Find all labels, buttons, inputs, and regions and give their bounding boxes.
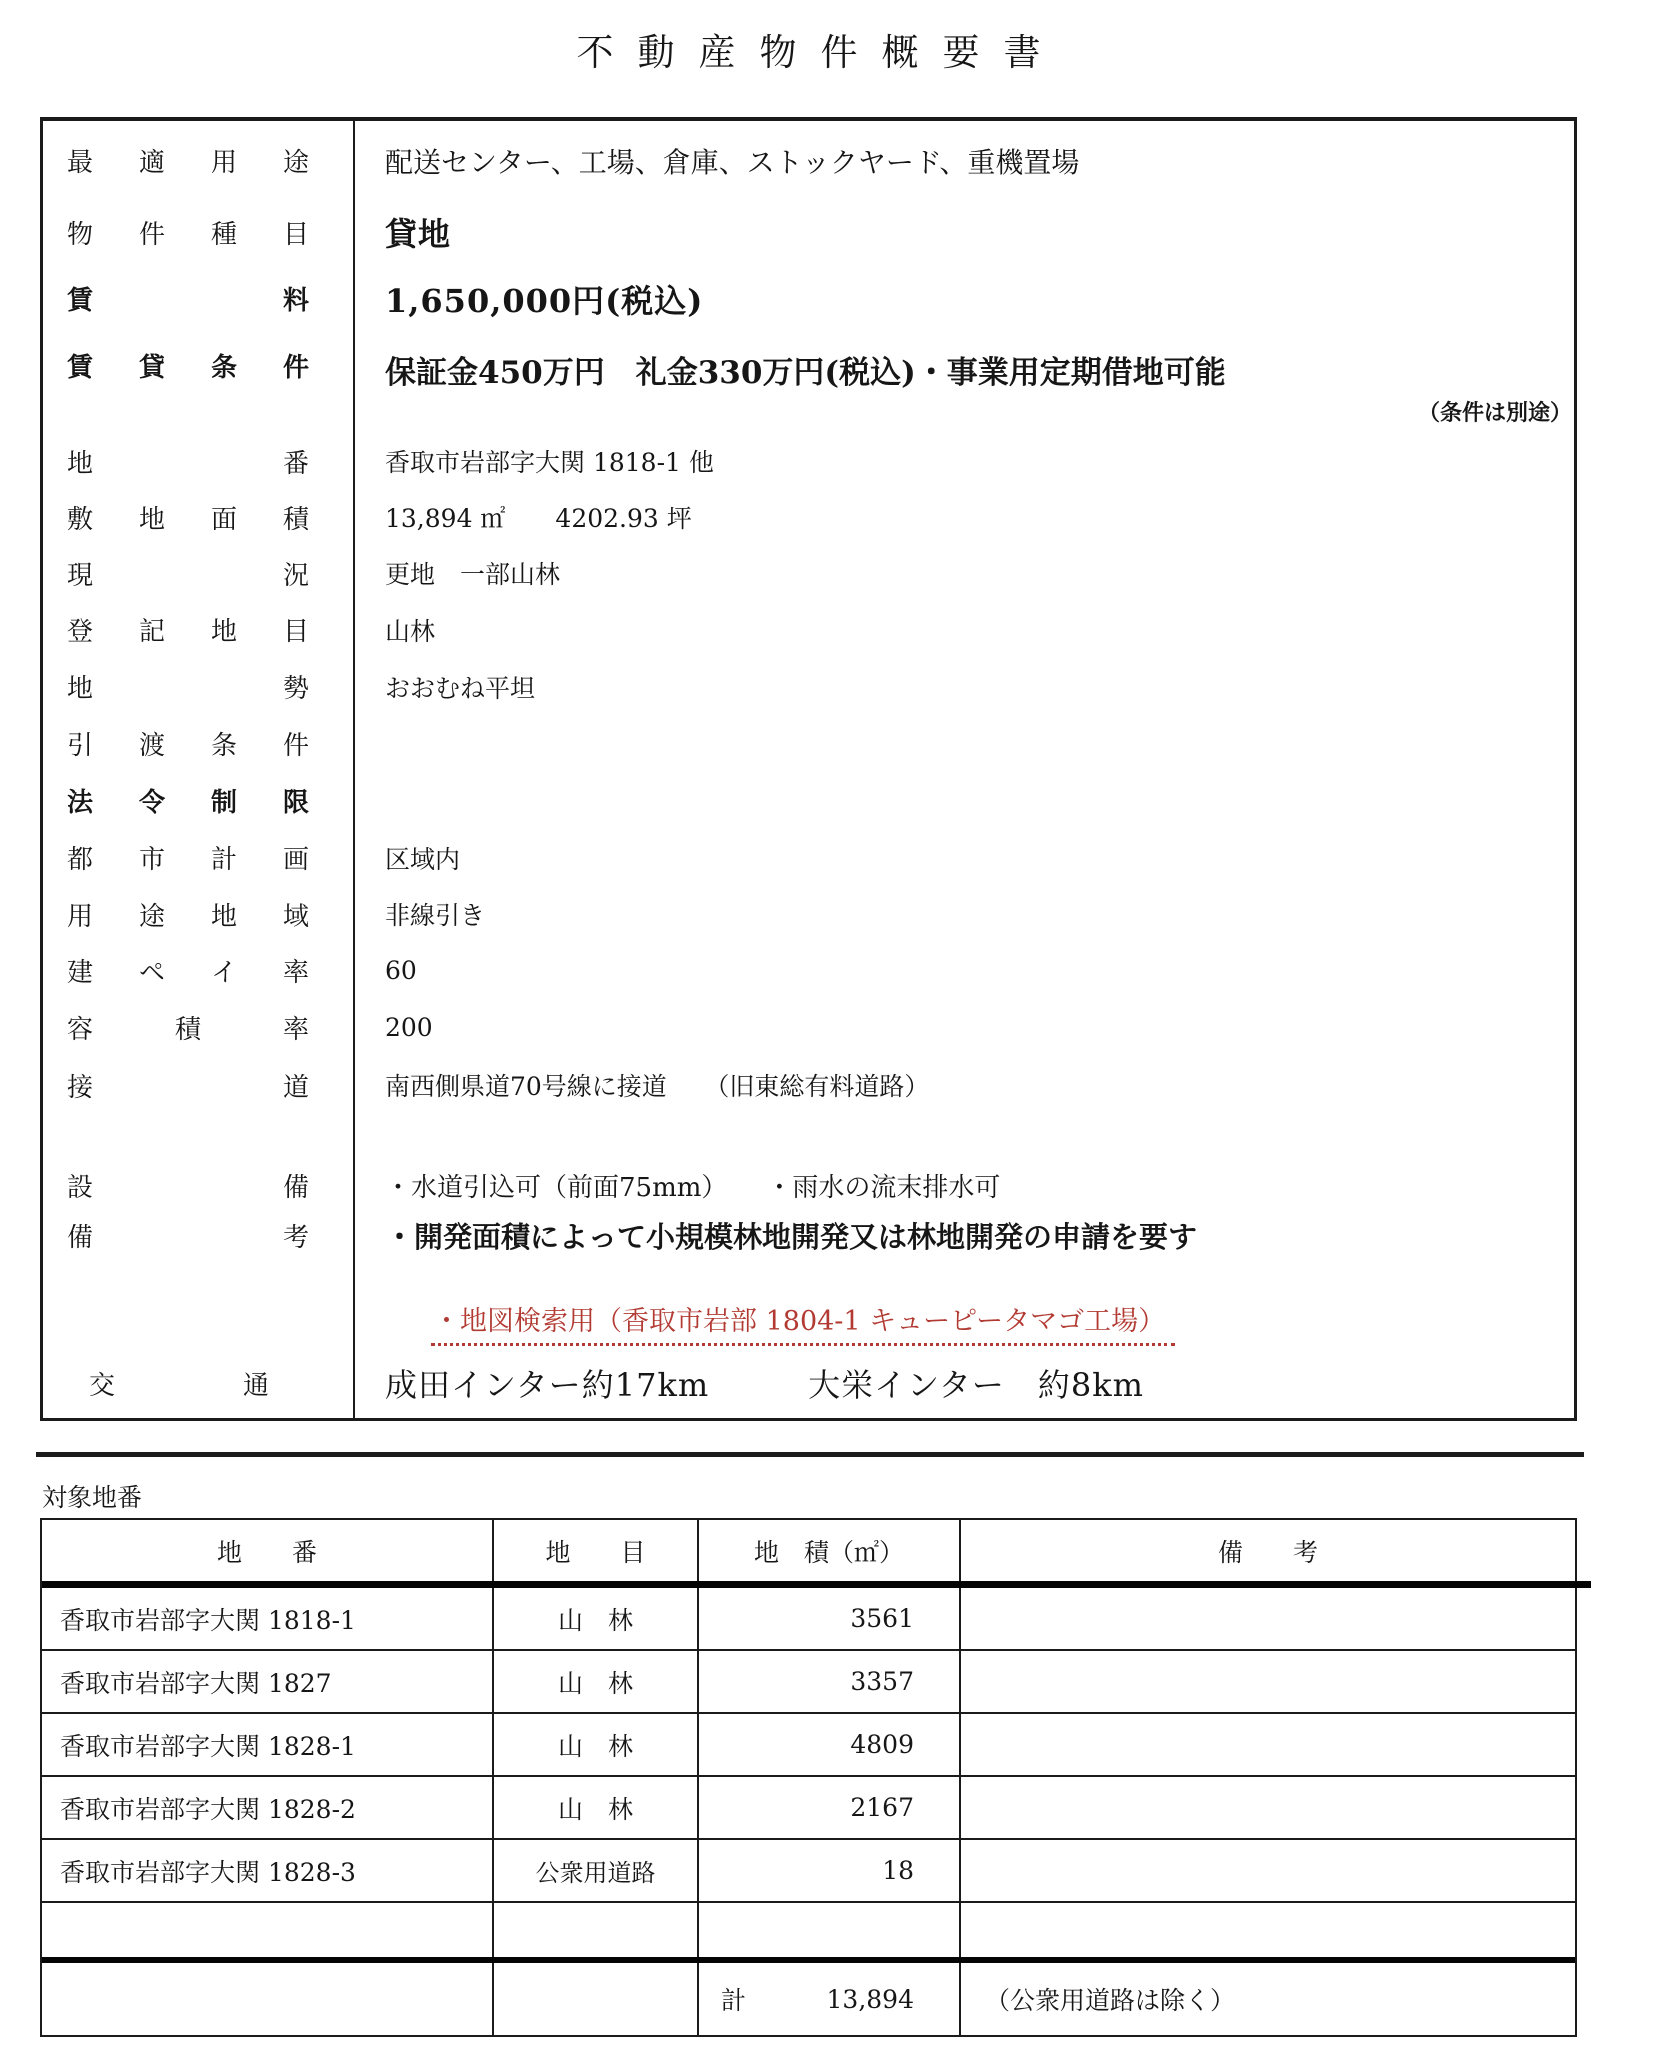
row-label-text: 都市計画 [67,845,309,875]
row-value: 香取市岩部字大関 1818-1 他 [385,448,714,477]
row-road-access [43,1056,1574,1114]
row-label [43,782,353,819]
row-value: ・開発面積によって小規模林地開発又は林地開発の申請を要す [385,1219,1198,1254]
row-current-state [43,545,1574,601]
parcel-row [42,1651,1575,1714]
row-best-use [43,121,1574,200]
row-label-text: 登記地目 [67,617,309,647]
parcel-area [699,1903,961,1957]
row-value: 60 [385,956,417,985]
parcel-area: 3561 [699,1588,961,1649]
row-map-search [43,1296,1574,1348]
row-registered-category [43,601,1574,658]
parcel-category: 山 林 [494,1651,699,1712]
lease-terms-text: 保証金450万円 礼金330万円(税込)・事業用定期借地可能 [385,355,1226,391]
parcel-category [494,1903,699,1957]
row-rent [43,264,1574,333]
parcel-table [40,1518,1577,2037]
row-label-text: 物件種目 [67,219,309,250]
parcel-row [42,1777,1575,1840]
row-lease-terms [43,333,1574,433]
parcel-header-remarks: 備 考 [1217,1537,1318,1567]
parcel-category: 山 林 [494,1588,699,1649]
section-divider [36,1452,1584,1457]
row-topography [43,658,1574,715]
row-property-type [43,200,1574,264]
parcel-remarks [961,1840,1575,1901]
row-label [43,668,353,705]
parcel-area: 3357 [699,1651,961,1712]
row-value: 13,894 ㎡ 4202.93 坪 [385,504,692,533]
parcel-area: 4809 [699,1714,961,1775]
map-search-note: ・地図検索用（香取市岩部 1804-1 キューピータマゴ工場） [431,1299,1175,1346]
row-value: 成田インター約17km 大栄インター 約8km [385,1366,1144,1404]
parcel-remarks [961,1903,1575,1957]
parcel-total-note: （公衆用道路は除く） [985,1986,1236,2015]
row-label-text: 地番 [67,448,309,479]
spacer-row [43,1262,1574,1296]
row-label-text: 交通 [89,1370,269,1401]
row-value: 南西側県道70号線に接道 （旧東総有料道路） [385,1072,930,1101]
row-value: 200 [385,1013,433,1042]
parcel-category: 山 林 [494,1714,699,1775]
row-zoning [43,886,1574,942]
parcel-category: 公衆用道路 [494,1840,699,1901]
row-value: 配送センター、工場、倉庫、ストックヤード、重機置場 [385,145,1080,179]
row-label [43,499,353,536]
row-label-text: 建ペイ率 [67,958,309,988]
row-remarks [43,1208,1574,1262]
row-label [43,555,353,592]
row-label-text: 設備 [67,1172,309,1203]
row-label [43,1009,353,1046]
row-label-text: 接道 [67,1072,309,1103]
parcel-total-cell [699,1963,961,2035]
parcel-lot: 香取市岩部字大関 1828-1 [42,1714,494,1775]
parcel-header-category: 地 目 [494,1520,699,1581]
parcel-remarks [961,1777,1575,1838]
row-label-text: 地勢 [67,674,309,704]
row-lot-number [43,433,1574,489]
parcel-lot [42,1963,494,2035]
row-facilities [43,1162,1574,1208]
row-city-planning [43,829,1574,886]
row-label [43,280,353,317]
row-value: ・水道引込可（前面75mm） ・雨水の流末排水可 [385,1172,1001,1203]
row-label [43,1067,353,1104]
row-legal-restrictions [43,772,1574,829]
row-value: 非線引き [385,901,486,930]
row-label-text: 敷地面積 [67,504,309,535]
row-label-text: 法令制限 [67,788,309,818]
lease-terms-note: （条件は別途） [1417,400,1572,426]
parcel-lot: 香取市岩部字大関 1818-1 [42,1588,494,1649]
row-label [43,725,353,762]
row-label [43,214,353,251]
row-label [43,611,353,648]
row-handover-terms [43,715,1574,772]
row-transport [43,1348,1574,1418]
row-coverage-ratio [43,942,1574,999]
parcel-remarks [961,1651,1575,1712]
spacer-row [43,1114,1574,1162]
row-label [43,443,353,480]
parcel-lot: 香取市岩部字大関 1828-3 [42,1840,494,1901]
parcel-total-row [42,1963,1575,2035]
row-value: 貸地 [385,215,452,253]
parcel-section-heading: 対象地番 [42,1483,143,1512]
parcel-lot: 香取市岩部字大関 1827 [42,1651,494,1712]
parcel-category [494,1963,699,2035]
parcel-row [42,1840,1575,1903]
row-value: おおむね平坦 [385,673,536,703]
row-label [43,952,353,989]
row-site-area [43,489,1574,545]
row-floor-area-ratio [43,999,1574,1056]
parcel-row [42,1714,1575,1777]
row-label-text: 備考 [67,1222,309,1253]
parcel-empty-row [42,1903,1575,1963]
parcel-remarks [961,1588,1575,1649]
parcel-total-value: 13,894 [826,1984,914,2014]
header-rule-extension [1573,1581,1591,1588]
row-value: 区域内 [385,844,461,874]
row-value [353,347,1574,427]
row-label [43,142,353,179]
parcel-header-lot: 地 番 [42,1520,494,1581]
parcel-area: 18 [699,1840,961,1901]
parcel-row [42,1588,1575,1651]
row-label-text: 容積率 [67,1015,309,1045]
main-table [40,117,1577,1421]
row-label [43,839,353,876]
row-label [43,347,353,384]
parcel-header-area: 地 積（㎡） [699,1520,961,1581]
row-value: 1,650,000円(税込) [385,281,704,320]
row-label [43,896,353,933]
parcel-remarks [961,1714,1575,1775]
parcel-lot: 香取市岩部字大関 1828-2 [42,1777,494,1838]
parcel-category: 山 林 [494,1777,699,1838]
parcel-total-label: 計 [721,1986,747,2015]
parcel-area: 2167 [699,1777,961,1838]
row-value: 山林 [385,616,436,646]
row-label-text: 用途地域 [67,901,309,932]
parcel-lot [42,1903,494,1957]
parcel-header-row [42,1520,1575,1588]
row-label [43,1167,353,1204]
row-label-text: 引渡条件 [67,731,309,761]
row-label-text: 現況 [67,560,309,591]
row-label-text: 賃料 [67,286,309,316]
row-label [43,1217,353,1254]
row-value [353,1299,1574,1346]
row-label-text: 最適用途 [67,148,309,178]
row-label-text: 賃貸条件 [67,353,309,383]
page-title: 不動産物件概要書 [576,31,1065,74]
row-label [43,1365,353,1402]
row-value: 更地 一部山林 [385,560,561,589]
